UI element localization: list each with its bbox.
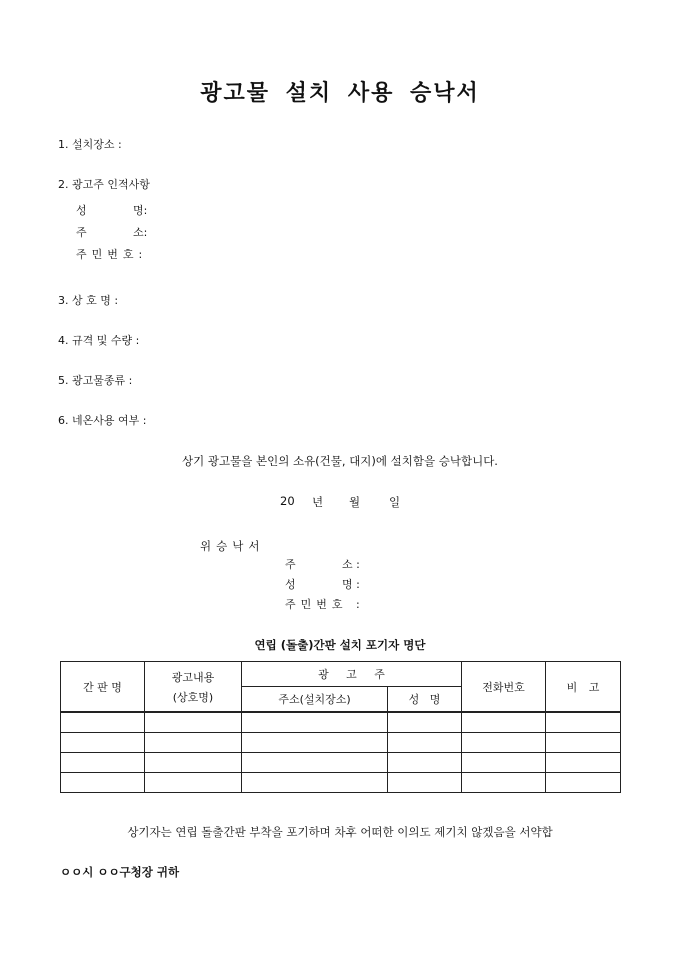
table-row	[61, 712, 621, 733]
table-cell	[61, 773, 145, 793]
advertiser-address-label-b: 소:	[133, 226, 148, 239]
table-cell	[61, 733, 145, 753]
header-ad-content	[145, 662, 242, 713]
date-month: 월	[349, 495, 361, 509]
item-install-location: 1. 설치장소 :	[58, 138, 122, 151]
header-name: 성 명	[388, 687, 462, 713]
table-cell	[546, 733, 621, 753]
document-title: 광고물 설치 사용 승낙서	[200, 80, 480, 106]
table-cell	[242, 733, 388, 753]
table-cell	[388, 773, 462, 793]
advertiser-id-label: 주민번호:	[76, 248, 148, 261]
consent-statement: 상기 광고물을 본인의 소유(건물, 대지)에 설치함을 승낙합니다.	[182, 454, 498, 468]
table-cell	[462, 733, 546, 753]
item-spec-quantity: 4. 규격 및 수량 :	[58, 334, 140, 347]
grantor-name-label-b: 명 :	[342, 578, 360, 591]
grantor-id-label: 주민번호 :	[285, 598, 365, 611]
advertiser-address-label-a: 주	[76, 226, 87, 239]
date-year-prefix: 20	[280, 494, 295, 508]
table-cell	[546, 712, 621, 733]
header-advertiser: 광 고 주	[242, 662, 462, 687]
table-cell	[388, 712, 462, 733]
table-cell	[145, 733, 242, 753]
date-year: 년	[312, 495, 324, 509]
table-row	[61, 733, 621, 753]
item-business-name: 3. 상 호 명 :	[58, 294, 119, 307]
grantor-address-label-b: 소 :	[342, 558, 360, 571]
date-day: 일	[389, 495, 401, 509]
grantor-address-label-a: 주	[285, 558, 296, 571]
table-cell	[462, 753, 546, 773]
table-cell	[388, 733, 462, 753]
roster-table	[60, 661, 621, 793]
table-cell	[242, 773, 388, 793]
advertiser-name-label-b: 명:	[133, 204, 148, 217]
item-ad-type: 5. 광고물종류 :	[58, 374, 133, 387]
item-neon-usage: 6. 네온사용 여부 :	[58, 414, 147, 427]
header-ad-content-line2: (상호명)	[172, 690, 214, 704]
footer-note: 상기자는 연립 돌출간판 부착을 포기하며 차후 어떠한 이의도 제기치 않겠음을 서약합	[127, 825, 553, 839]
header-phone: 전화번호	[462, 662, 546, 713]
advertiser-name-label-a: 성	[76, 204, 87, 217]
table-cell	[242, 712, 388, 733]
table-cell	[242, 753, 388, 773]
table-row	[61, 773, 621, 793]
header-ad-content-line1: 광고내용	[171, 670, 215, 684]
table-cell	[388, 753, 462, 773]
header-sign-name: 간 판 명	[61, 662, 145, 713]
item-advertiser-info: 2. 광고주 인적사항	[58, 178, 150, 191]
addressee: ㅇㅇ시 ㅇㅇ구청장 귀하	[60, 865, 180, 879]
table-cell	[61, 753, 145, 773]
table-cell	[546, 773, 621, 793]
grantor-name-label-a: 성	[285, 578, 296, 591]
roster-subtitle: 연립 (돌출)간판 설치 포기자 명단	[254, 638, 426, 652]
table-cell	[546, 753, 621, 773]
table-cell	[462, 712, 546, 733]
table-cell	[61, 712, 145, 733]
header-remarks: 비 고	[546, 662, 621, 713]
table-cell	[145, 773, 242, 793]
table-cell	[145, 753, 242, 773]
header-address: 주소(설치장소)	[242, 687, 388, 713]
table-cell	[145, 712, 242, 733]
table-row	[61, 753, 621, 773]
table-cell	[462, 773, 546, 793]
grantor-heading: 위승낙서	[200, 539, 265, 553]
